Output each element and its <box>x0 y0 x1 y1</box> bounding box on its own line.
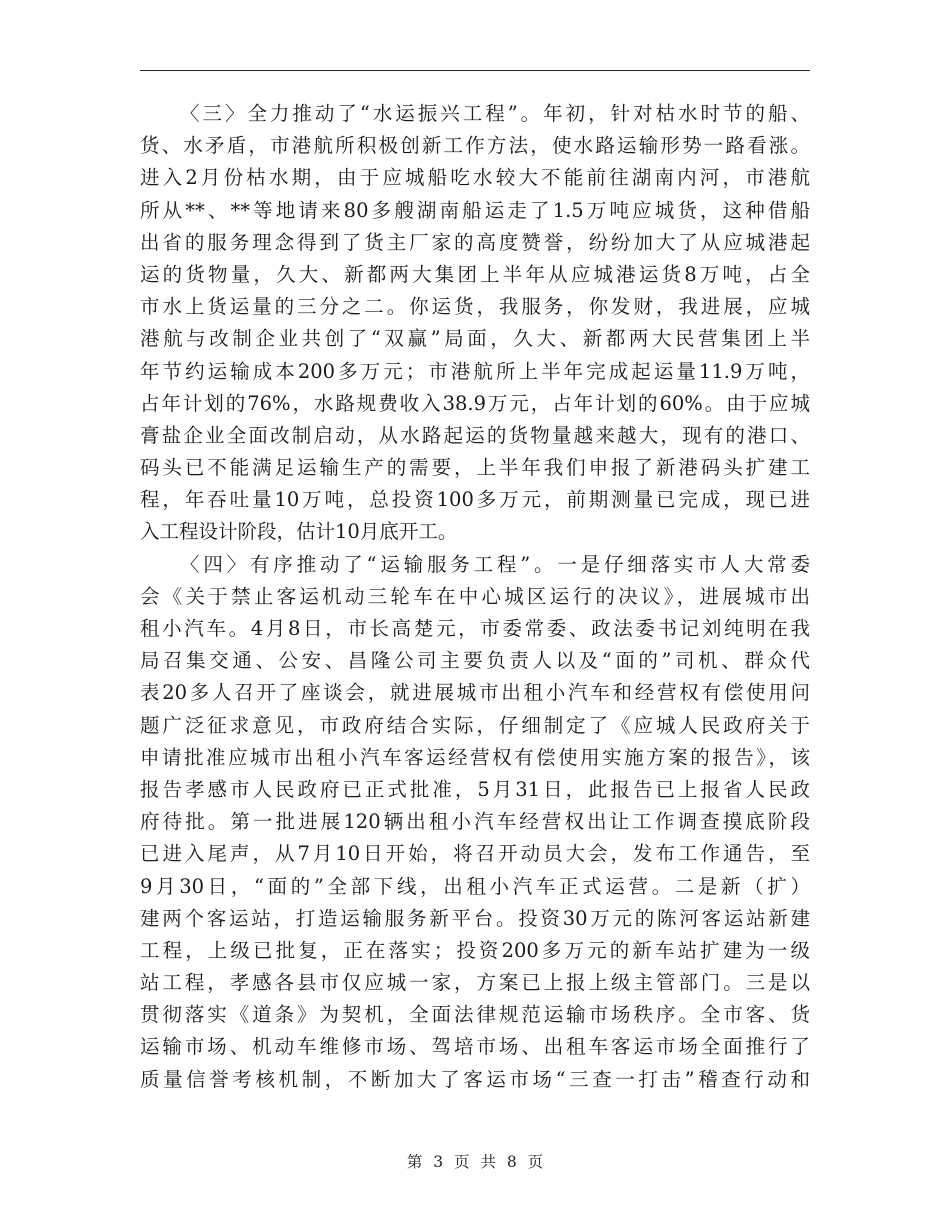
text-line: 申请批准应城市出租小汽车客运经营权有偿使用实施方案的报告》，该 <box>140 745 810 769</box>
text-line: 进入2月份枯水期，由于应城船吃水较大不能前往湖南内河，市港航 <box>140 166 810 190</box>
text-line: 市水上货运量的三分之二。你运货，我服务，你发财，我进展，应城 <box>140 295 810 319</box>
text-line: 题广泛征求意见，市政府结合实际，仔细制定了《应城人民政府关于 <box>140 713 810 737</box>
text-line: 局召集交通、公安、昌隆公司主要负责人以及“面的”司机、群众代 <box>140 649 810 673</box>
text-line: 入工程设计阶段，估计10月底开工。 <box>140 520 458 544</box>
text-line: 工程，上级已批复，正在落实；投资200多万元的新车站扩建为一级 <box>140 938 810 962</box>
text-line: 港航与改制企业共创了“双赢”局面，久大、新都两大民营集团上半 <box>140 327 810 351</box>
text-line: 〈三〉全力推动了“水运振兴工程”。年初，针对枯水时节的船、 <box>180 102 810 125</box>
text-line: 报告孝感市人民政府已正式批准，5月31日，此报告已上报省人民政 <box>140 777 810 801</box>
text-line: 租小汽车。4月8日，市长高楚元，市委常委、政法委书记刘纯明在我 <box>140 617 810 640</box>
text-line: 已进入尾声，从7月10日开始，将召开动员大会，发布工作通告，至 <box>140 842 810 866</box>
text-line: 码头已不能满足运输生产的需要，上半年我们申报了新港码头扩建工 <box>140 456 810 480</box>
text-line: 程，年吞吐量10万吨，总投资100多万元，前期测量已完成，现已进 <box>140 488 810 512</box>
text-line: 膏盐企业全面改制启动，从水路起运的货物量越来越大，现有的港口、 <box>140 423 810 447</box>
text-line: 建两个客运站，打造运输服务新平台。投资30万元的陈河客运站新建 <box>140 906 810 930</box>
text-line: 府待批。第一批进展120辆出租小汽车经营权出让工作调查摸底阶段 <box>140 810 810 834</box>
text-line: 货、水矛盾，市港航所积极创新工作方法，使水路运输形势一路看涨。 <box>140 134 810 158</box>
text-line: 出省的服务理念得到了货主厂家的高度赞誉，纷纷加大了从应城港起 <box>140 230 810 254</box>
document-body <box>140 98 810 1096</box>
text-line: 运输市场、机动车维修市场、驾培市场、出租车客运市场全面推行了 <box>140 1035 810 1059</box>
text-line: 贯彻落实《道条》为契机，全面法律规范运输市场秩序。全市客、货 <box>140 1003 810 1027</box>
text-line: 所从**、**等地请来80多艘湖南船运走了1.5万吨应城货，这种借船 <box>140 198 810 222</box>
header-rule <box>140 70 810 71</box>
text-line: 会《关于禁止客运机动三轮车在中心城区运行的决议》，进展城市出 <box>140 584 810 608</box>
text-line: 表20多人召开了座谈会，就进展城市出租小汽车和经营权有偿使用问 <box>140 681 810 705</box>
page-number-footer: 第 3 页 共 8 页 <box>406 1153 544 1171</box>
text-line: 运的货物量，久大、新都两大集团上半年从应城港运货8万吨，占全 <box>140 262 810 286</box>
text-line: 占年计划的76%，水路规费收入38.9万元，占年计划的60%。由于应城 <box>140 391 810 415</box>
text-line: 年节约运输成本200多万元；市港航所上半年完成起运量11.9万吨， <box>140 359 810 383</box>
text-line: 〈四〉有序推动了“运输服务工程”。一是仔细落实市人大常委 <box>180 552 810 576</box>
text-line: 站工程，孝感各县市仅应城一家，方案已上报上级主管部门。三是以 <box>140 971 810 995</box>
text-line: 9月30日，“面的”全部下线，出租小汽车正式运营。二是新（扩） <box>140 874 810 898</box>
text-line: 质量信誉考核机制，不断加大了客运市场“三查一打击”稽查行动和 <box>140 1067 810 1091</box>
